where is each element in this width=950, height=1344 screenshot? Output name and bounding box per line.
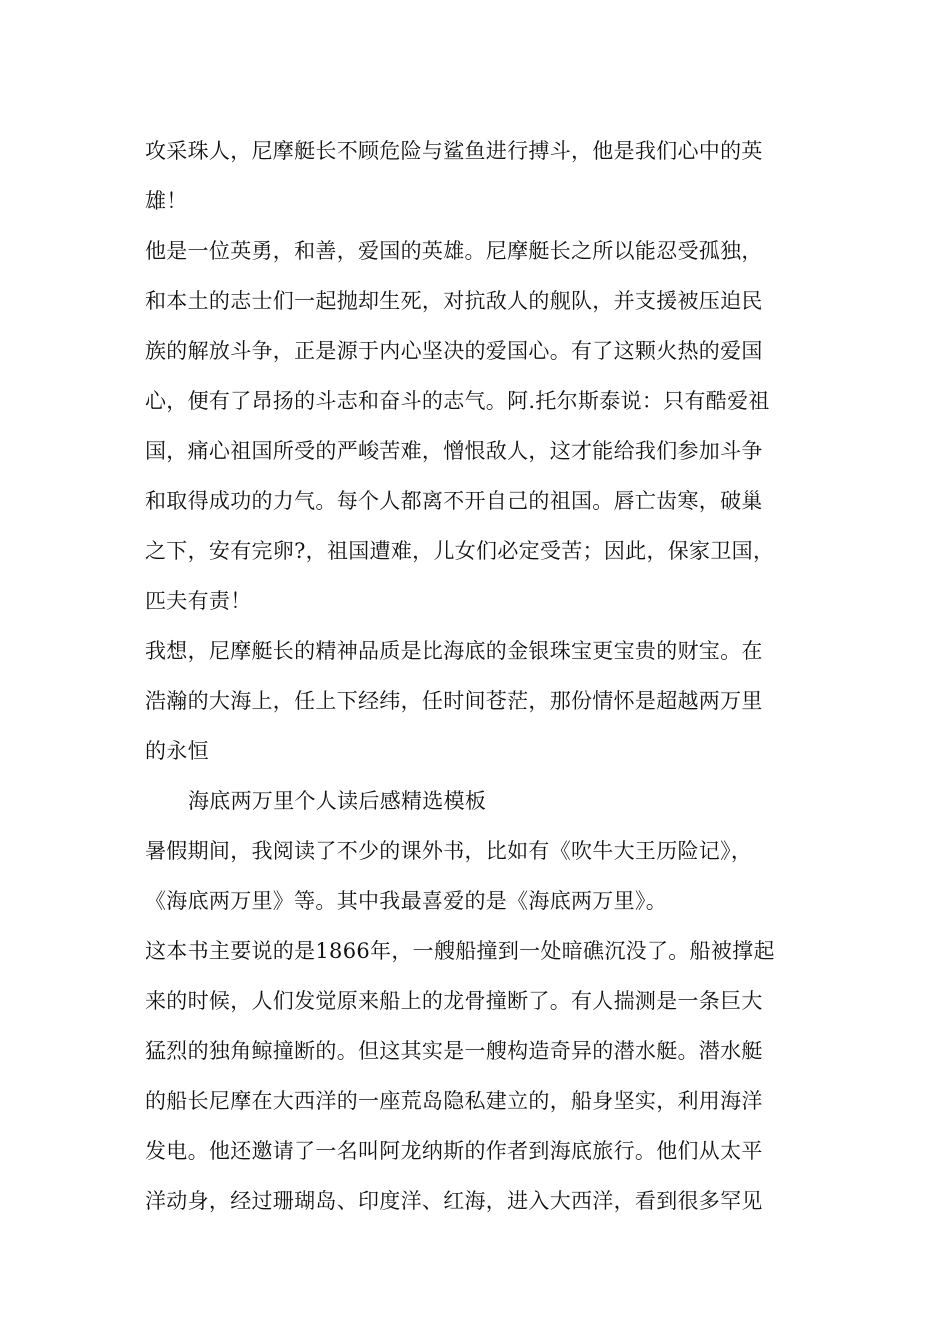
section-heading: 海底两万里个人读后感精选模板 xyxy=(188,789,487,813)
text-line: 他是一位英勇，和善，爱国的英雄。尼摩艇长之所以能忍受孤独， xyxy=(145,239,763,263)
text-line: 洋动身，经过珊瑚岛、印度洋、红海，进入大西洋，看到很多罕见 xyxy=(145,1189,763,1213)
document-body xyxy=(145,126,810,1226)
text-line: 和取得成功的力气。每个人都离不开自己的祖国。唇亡齿寒，破巢 xyxy=(145,489,763,513)
text-line: 和本土的志士们一起抛却生死，对抗敌人的舰队，并支援被压迫民 xyxy=(145,289,763,313)
text-line: 《海底两万里》等。其中我最喜爱的是《海底两万里》。 xyxy=(145,889,667,913)
text-line: 的永恒 xyxy=(145,739,209,763)
text-line: 心，便有了昂扬的斗志和奋斗的志气。阿.托尔斯泰说：只有酷爱祖 xyxy=(145,389,770,413)
text-line: 的船长尼摩在大西洋的一座荒岛隐私建立的，船身坚实，利用海洋 xyxy=(145,1089,763,1113)
text-line: 攻采珠人，尼摩艇长不顾危险与鲨鱼进行搏斗，他是我们心中的英 xyxy=(145,139,763,163)
text-line: 之下，安有完卵?，祖国遭难，儿女们必定受苦；因此，保家卫国， xyxy=(145,539,775,563)
text-line: 匹夫有责！ xyxy=(145,589,252,613)
text-line: 雄！ xyxy=(145,189,188,213)
text-line: 族的解放斗争，正是源于内心坚决的爱国心。有了这颗火热的爱国 xyxy=(145,339,763,363)
text-line: 我想，尼摩艇长的精神品质是比海底的金银珠宝更宝贵的财宝。在 xyxy=(145,639,763,663)
text-line: 来的时候，人们发觉原来船上的龙骨撞断了。有人揣测是一条巨大 xyxy=(145,989,763,1013)
text-line: 猛烈的独角鲸撞断的。但这其实是一艘构造奇异的潜水艇。潜水艇 xyxy=(145,1039,763,1063)
text-line: 浩瀚的大海上，任上下经纬，任时间苍茫，那份情怀是超越两万里 xyxy=(145,689,763,713)
text-line: 发电。他还邀请了一名叫阿龙纳斯的作者到海底旅行。他们从太平 xyxy=(145,1139,763,1163)
text-line: 这本书主要说的是1866年，一艘船撞到一处暗礁沉没了。船被撑起 xyxy=(145,939,775,963)
text-line: 国，痛心祖国所受的严峻苦难，憎恨敌人，这才能给我们参加斗争 xyxy=(145,439,763,463)
text-line: 暑假期间，我阅读了不少的课外书，比如有《吹牛大王历险记》， xyxy=(145,839,753,863)
